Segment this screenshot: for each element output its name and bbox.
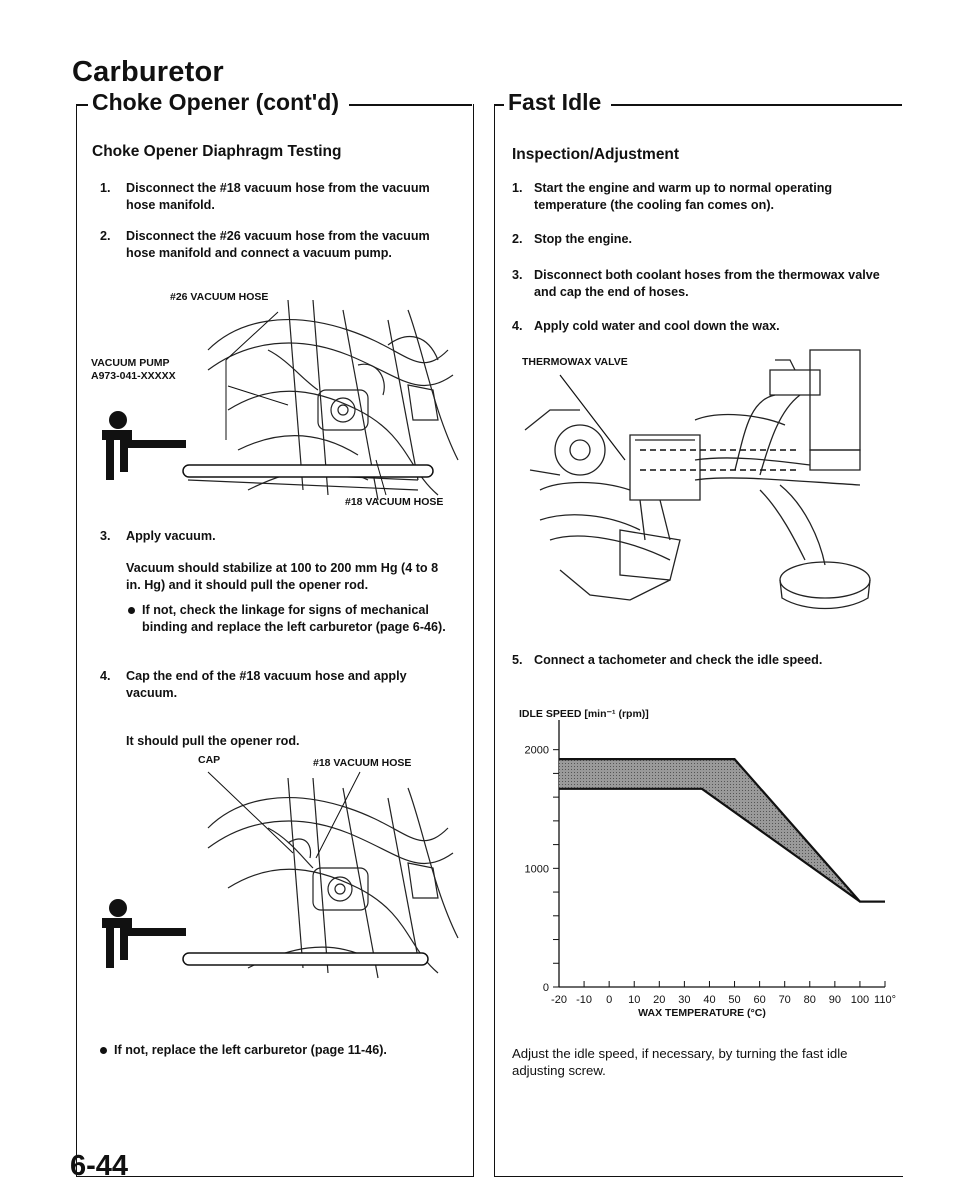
hose26-label: #26 VACUUM HOSE <box>170 291 269 303</box>
left-subheading: Choke Opener Diaphragm Testing <box>92 143 342 160</box>
x-tick-label: 100 <box>850 994 870 1006</box>
hose18-label: #18 VACUUM HOSE <box>345 496 444 508</box>
step-number: 1. <box>512 181 523 195</box>
left-column-frame <box>76 104 474 1177</box>
bullet-text: If not, replace the left carburetor (page 11-46). <box>114 1043 387 1057</box>
step-text: Connect a tachometer and check the idle speed. <box>534 653 823 667</box>
y-tick-label: 2000 <box>524 744 549 757</box>
left-step-2 <box>100 228 455 262</box>
hose18-label-2: #18 VACUUM HOSE <box>313 757 412 769</box>
step-number: 4. <box>100 669 111 683</box>
left-step-3 <box>100 528 455 545</box>
left-section-title: Choke Opener (cont'd) <box>88 89 349 116</box>
x-tick-label: 70 <box>778 994 791 1006</box>
step-text: Apply cold water and cool down the wax. <box>534 319 780 333</box>
step-text: Cap the end of the #18 vacuum hose and apply vacuum. <box>126 669 407 700</box>
right-step-1 <box>512 180 884 214</box>
x-tick-label: 60 <box>753 994 766 1006</box>
y-axis-label: IDLE SPEED [min⁻¹ (rpm)] <box>519 708 649 720</box>
step3-note: Vacuum should stabilize at 100 to 200 mm Hg (4 to 8 in. Hg) and it should pull the opener rod. <box>126 561 439 592</box>
step-text: Start the engine and warm up to normal operating temperature (the cooling fan comes on). <box>534 181 833 212</box>
step-number: 2. <box>100 229 111 243</box>
right-step-3 <box>512 267 884 301</box>
x-tick-label: 90 <box>828 994 841 1006</box>
x-tick-label: 30 <box>678 994 691 1006</box>
idle-speed-chart <box>505 700 900 1040</box>
step-text: Apply vacuum. <box>126 529 216 543</box>
thermowax-label: THERMOWAX VALVE <box>522 356 628 368</box>
step-number: 1. <box>100 181 111 195</box>
x-tick-label: 20 <box>653 994 666 1006</box>
cap-figure <box>88 758 468 998</box>
page-title: Carburetor <box>72 56 224 88</box>
step-text: Disconnect the #26 vacuum hose from the vacuum hose manifold and connect a vacuum pump. <box>126 229 430 260</box>
right-step-5 <box>512 652 884 669</box>
step-number: 4. <box>512 319 523 333</box>
right-section-title: Fast Idle <box>504 89 611 116</box>
step4-note: It should pull the opener rod. <box>126 734 300 748</box>
x-tick-label: -10 <box>576 994 593 1006</box>
step-number: 5. <box>512 653 523 667</box>
bullet-dot <box>128 607 135 614</box>
step-text: Disconnect the #18 vacuum hose from the vacuum hose manifold. <box>126 181 430 212</box>
x-tick-label: 110° <box>874 994 896 1006</box>
bullet-text: If not, check the linkage for signs of mechanical binding and replace the left carburetor (page 6-46). <box>142 603 446 634</box>
step-text: Stop the engine. <box>534 232 632 246</box>
step-number: 3. <box>100 529 111 543</box>
y-tick-label: 0 <box>542 982 549 994</box>
step-number: 3. <box>512 268 523 282</box>
final-bullet <box>100 1042 460 1059</box>
right-subheading: Inspection/Adjustment <box>512 146 680 163</box>
series-line-2 <box>559 789 885 902</box>
closing-text: Adjust the idle speed, if necessary, by turning the fast idle adjusting screw. <box>512 1046 848 1078</box>
x-tick-label: 40 <box>703 994 716 1006</box>
idle-speed-band <box>559 759 885 901</box>
x-tick-label: 80 <box>803 994 816 1006</box>
x-tick-label: 0 <box>606 994 613 1006</box>
y-tick-label: 1000 <box>524 863 549 876</box>
cap-label: CAP <box>198 754 221 766</box>
right-step-4 <box>512 318 884 335</box>
vacuum-pump-label: VACUUM PUMP <box>91 357 170 369</box>
x-tick-label: 10 <box>628 994 641 1006</box>
vacuum-pump-figure <box>88 290 468 512</box>
bullet-dot <box>100 1047 107 1054</box>
right-step-2 <box>512 231 884 248</box>
left-step-4 <box>100 668 455 702</box>
vacuum-pump-part-label: A973-041-XXXXX <box>91 370 176 382</box>
left-step-1 <box>100 180 455 214</box>
step3-bullet <box>128 602 456 636</box>
step-number: 2. <box>512 232 523 246</box>
x-axis-label: WAX TEMPERATURE (°C) <box>638 1007 766 1019</box>
step-text: Disconnect both coolant hoses from the thermowax valve and cap the end of hoses. <box>534 268 880 299</box>
x-tick-label: 50 <box>728 994 741 1006</box>
page-number: 6-44 <box>70 1150 129 1182</box>
x-tick-label: -20 <box>551 994 567 1006</box>
thermowax-figure <box>520 340 880 610</box>
